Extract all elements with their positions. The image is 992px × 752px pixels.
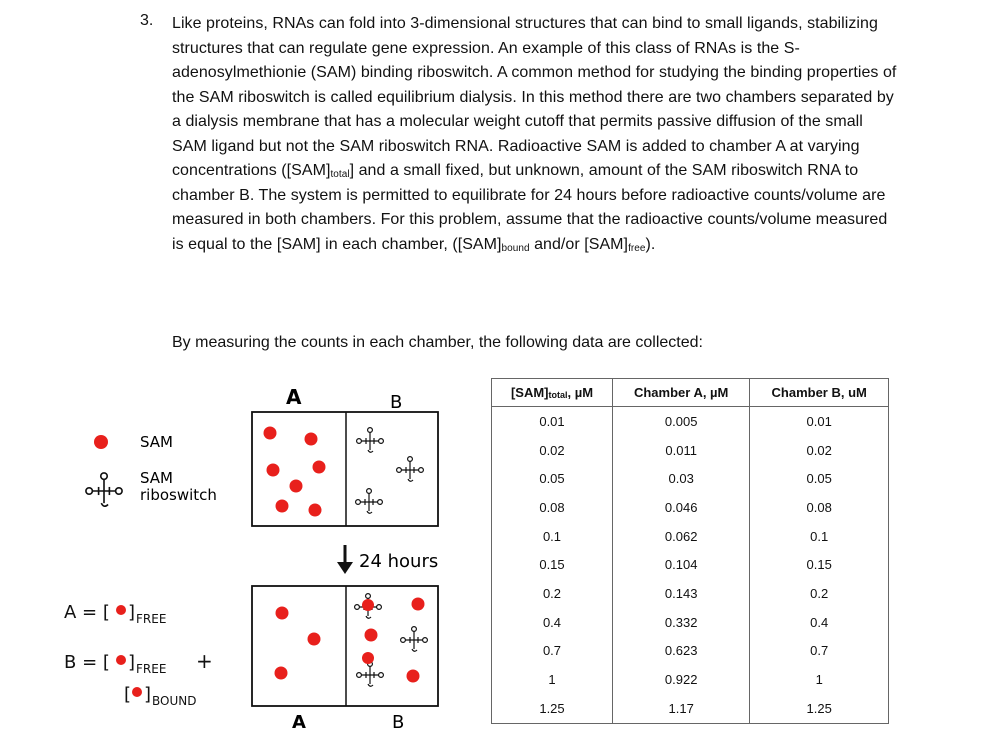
riboswitch-icon [356, 489, 383, 514]
legend-sam-dot [94, 435, 108, 449]
legend-riboswitch-icon [86, 473, 122, 506]
table-row [492, 493, 889, 522]
column-header-sam-total [492, 379, 613, 407]
table-row [492, 550, 889, 579]
table-cell: 0.062 [613, 522, 750, 551]
table-cell: 1 [492, 665, 613, 694]
table-cell: 0.046 [613, 493, 750, 522]
free-sam-dot [365, 629, 378, 642]
legend-sam-label: SAM [140, 433, 174, 451]
table-cell: 0.7 [750, 637, 889, 666]
question-text-part: and/or [SAM] [529, 235, 629, 253]
equation-b2-start: [ [124, 684, 132, 705]
table-cell: 0.011 [613, 436, 750, 465]
equation-b [64, 649, 213, 708]
table-row [492, 464, 889, 493]
table-cell: 0.4 [750, 608, 889, 637]
column-header-suffix: , µM [567, 385, 594, 400]
table-cell: 0.922 [613, 665, 750, 694]
legend-riboswitch-label-2: riboswitch [140, 486, 217, 504]
table-cell: 0.332 [613, 608, 750, 637]
table-cell: 0.104 [613, 550, 750, 579]
table-cell: 0.02 [750, 436, 889, 465]
table-cell: 0.05 [492, 464, 613, 493]
riboswitch-icon [397, 457, 424, 482]
chamber-b-label-top: B [390, 392, 403, 413]
equation-b-end: ] [128, 652, 136, 673]
dialysis-figure [62, 378, 462, 748]
top-chamber-a-sam [264, 427, 326, 517]
table-cell: 0.08 [492, 493, 613, 522]
riboswitch-icon [357, 662, 384, 687]
data-table [491, 378, 889, 724]
bottom-chamber-a-sam [275, 607, 321, 680]
table-row [492, 436, 889, 465]
table-cell: 0.4 [492, 608, 613, 637]
equation-a-start: A = [ [64, 602, 110, 623]
table-cell: 0.01 [750, 407, 889, 436]
bottom-chamber-box [252, 586, 438, 706]
table-row [492, 637, 889, 666]
table-row [492, 579, 889, 608]
free-sam-dot [412, 598, 425, 611]
equation-b-plus: + [196, 649, 213, 673]
table-cell: 0.143 [613, 579, 750, 608]
chamber-a-label-bottom: A [292, 712, 306, 733]
bound-sam-dot [362, 599, 374, 611]
table-row [492, 665, 889, 694]
free-sam-dot [362, 652, 374, 664]
down-arrow-icon [337, 562, 353, 574]
equation-b-subscript: FREE [136, 662, 167, 676]
table-cell: 1 [750, 665, 889, 694]
equation-b2-end: ] [144, 684, 152, 705]
column-header-chamber-b: Chamber B, uM [750, 379, 889, 407]
equation-b2-sam-dot [132, 687, 142, 697]
equation-a-subscript: FREE [136, 612, 167, 626]
column-header-text: [SAM] [510, 385, 549, 400]
table-cell: 0.2 [750, 579, 889, 608]
riboswitch-icon [401, 627, 428, 652]
riboswitch-icon [357, 428, 384, 453]
arrow-time-label: 24 hours [359, 551, 439, 572]
equation-b2-subscript: BOUND [152, 694, 197, 708]
equation-b-start: B = [ [64, 652, 110, 673]
chamber-b-label-bottom: B [392, 712, 405, 733]
column-header-subscript: total [548, 390, 568, 400]
table-row [492, 522, 889, 551]
legend-riboswitch-label-1: SAM [140, 469, 174, 487]
question-number: 3. [140, 12, 154, 29]
table-row [492, 694, 889, 723]
table-row [492, 608, 889, 637]
table-row [492, 407, 889, 436]
table-cell: 0.2 [492, 579, 613, 608]
subscript-total: total [330, 169, 350, 180]
chamber-a-label-top: A [286, 385, 302, 409]
free-sam-dot [407, 670, 420, 683]
equation-b-sam-dot [116, 655, 126, 665]
equation-a-sam-dot [116, 605, 126, 615]
question-text [172, 12, 898, 257]
table-cell: 0.15 [750, 550, 889, 579]
table-cell: 0.15 [492, 550, 613, 579]
question-text-part: ] and a small fixed, but unknown, amount of the SAM riboswitch RNA to chamber B. The system is permitted to equilibrate for 24 hours before radioactive counts/volume are measured in both chambers. For this problem, assume that the radioactive counts/volume measured is equal to the [SAM] in each chamber, ([SAM] [172, 162, 888, 253]
table-cell: 1.25 [750, 694, 889, 723]
table-cell: 0.03 [613, 464, 750, 493]
column-header-chamber-a: Chamber A, µM [613, 379, 750, 407]
table-header-row [492, 379, 889, 407]
dialysis-diagram [62, 378, 462, 748]
table-body [492, 407, 889, 724]
table-cell: 0.005 [613, 407, 750, 436]
equation-a-end: ] [128, 602, 136, 623]
question-text-part: Like proteins, RNAs can fold into 3-dimensional structures that can bind to small ligands, stabilizing structures that can regulate gene expression. An example of this class of RNAs is the S-adenosylmethionie (SAM) binding riboswitch. A common method for studying the binding properties of the SAM riboswitch is called equilibrium dialysis. In this method there are two chambers separated by a dialysis membrane that has a molecular weight cutoff that permits passive diffusion of the small SAM ligand but not the SAM riboswitch RNA. Radioactive SAM is added to chamber A at varying concentrations ([SAM] [172, 15, 897, 179]
table-cell: 1.25 [492, 694, 613, 723]
table-cell: 0.02 [492, 436, 613, 465]
table-cell: 0.7 [492, 637, 613, 666]
subscript-free: free [628, 242, 646, 254]
data-intro-text: By measuring the counts in each chamber, the following data are collected: [172, 334, 703, 351]
subscript-bound: bound [501, 242, 530, 254]
table-cell: 0.623 [613, 637, 750, 666]
table-cell: 0.1 [492, 522, 613, 551]
equation-a [64, 602, 166, 626]
table-cell: 0.01 [492, 407, 613, 436]
question-text-part: ). [645, 235, 656, 253]
table-cell: 0.1 [750, 522, 889, 551]
table-cell: 0.05 [750, 464, 889, 493]
table-cell: 0.08 [750, 493, 889, 522]
table-cell: 1.17 [613, 694, 750, 723]
